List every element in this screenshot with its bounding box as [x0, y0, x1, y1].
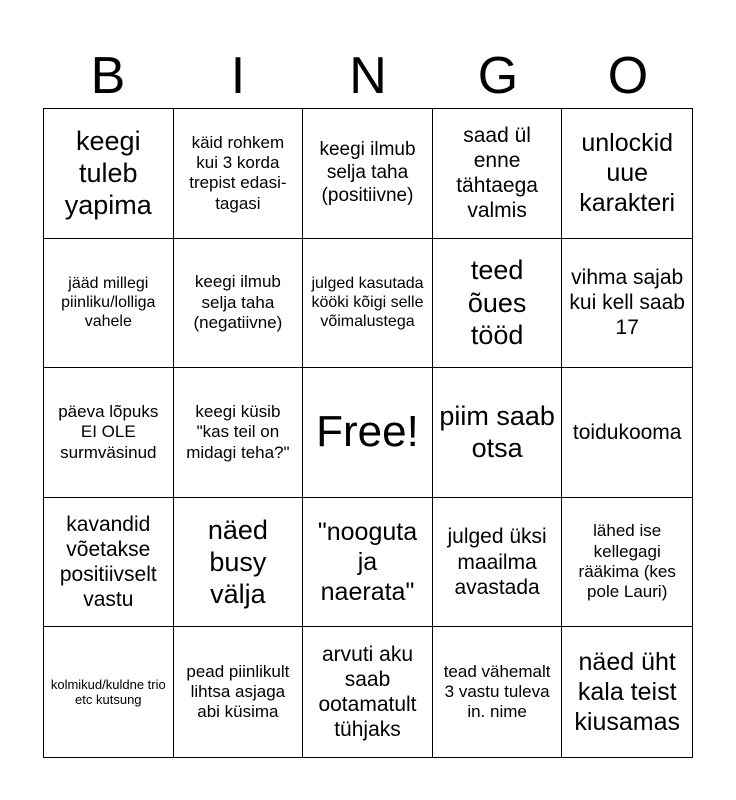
bingo-cell-r1c4[interactable]: saad ül enne tähtaega valmis: [433, 109, 563, 239]
bingo-cell-r3c4[interactable]: piim saab otsa: [433, 368, 563, 498]
bingo-cell-r5c2[interactable]: pead piinlikult lihtsa asjaga abi küsima: [174, 627, 304, 757]
header-letter-b: B: [90, 47, 126, 105]
bingo-cell-r2c3[interactable]: julged kasutada kööki kõigi selle võimalustega: [303, 239, 433, 369]
bingo-cell-r4c2[interactable]: näed busy välja: [174, 498, 304, 628]
bingo-cell-r3c1[interactable]: päeva lõpuks EI OLE surmväsinud: [44, 368, 174, 498]
header-letter-n: N: [349, 47, 387, 105]
bingo-cell-r4c3[interactable]: "nooguta ja naerata": [303, 498, 433, 628]
bingo-cell-r5c1[interactable]: kolmikud/kuldne trio etc kutsung: [44, 627, 174, 757]
bingo-header: [43, 46, 693, 106]
bingo-board: [43, 108, 693, 758]
header-letter-i: I: [230, 47, 246, 105]
bingo-cell-r4c4[interactable]: julged üksi maailma avastada: [433, 498, 563, 628]
bingo-cell-r2c5[interactable]: vihma sajab kui kell saab 17: [562, 239, 692, 369]
bingo-cell-r3c5[interactable]: toidukooma: [562, 368, 692, 498]
bingo-cell-r5c3[interactable]: arvuti aku saab ootamatult tühjaks: [303, 627, 433, 757]
bingo-cell-r1c3[interactable]: keegi ilmub selja taha (positiivne): [303, 109, 433, 239]
bingo-cell-r1c2[interactable]: käid rohkem kui 3 korda trepist edasi-tagasi: [174, 109, 304, 239]
bingo-cell-free[interactable]: Free!: [303, 368, 433, 498]
bingo-cell-r2c2[interactable]: keegi ilmub selja taha (negatiivne): [174, 239, 304, 369]
bingo-cell-r1c1[interactable]: keegi tuleb yapima: [44, 109, 174, 239]
header-letter-g: G: [477, 47, 519, 105]
bingo-cell-r1c5[interactable]: unlockid uue karakteri: [562, 109, 692, 239]
bingo-cell-r2c1[interactable]: jääd millegi piinliku/lolliga vahele: [44, 239, 174, 369]
header-letter-o: O: [607, 47, 649, 105]
bingo-cell-r4c1[interactable]: kavandid võetakse positiivselt vastu: [44, 498, 174, 628]
bingo-cell-r3c2[interactable]: keegi küsib "kas teil on midagi teha?": [174, 368, 304, 498]
bingo-cell-r5c5[interactable]: näed üht kala teist kiusamas: [574, 648, 680, 737]
bingo-cell-r5c4[interactable]: tead vähemalt 3 vastu tuleva in. nime: [433, 627, 563, 757]
bingo-cell-r2c4[interactable]: teed õues tööd: [433, 239, 563, 369]
bingo-cell-r4c5[interactable]: lähed ise kellegagi rääkima (kes pole Lauri): [562, 498, 692, 628]
